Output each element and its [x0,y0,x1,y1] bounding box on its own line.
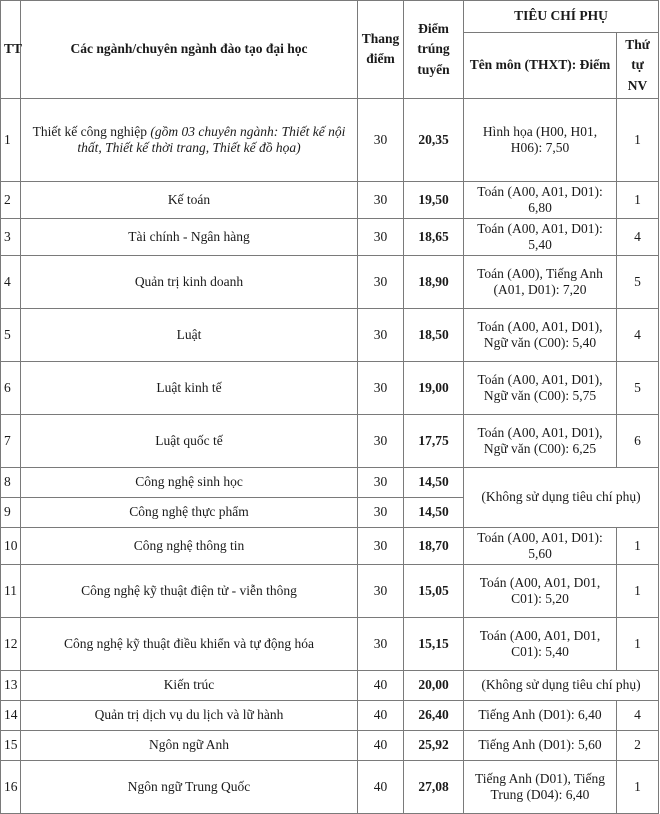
row-scale: 30 [358,527,404,564]
row-major: Quản trị kinh doanh [21,255,358,308]
row-tt: 5 [1,308,21,361]
row-major: Luật [21,308,358,361]
row-major: Luật kinh tế [21,361,358,414]
table-row [1,255,659,308]
row-score: 18,65 [404,218,464,255]
table-row [1,361,659,414]
row-nv: 2 [617,730,659,760]
table-row [1,414,659,467]
row-scale: 30 [358,308,404,361]
header-tt: TT [1,1,21,99]
row-score: 15,15 [404,617,464,670]
row-scale: 30 [358,467,404,497]
row-tt: 7 [1,414,21,467]
row-score: 19,00 [404,361,464,414]
row-tt: 4 [1,255,21,308]
row-score: 15,05 [404,564,464,617]
row-scale: 30 [358,617,404,670]
row-tt: 11 [1,564,21,617]
table-row [1,564,659,617]
row-tt: 2 [1,181,21,218]
header-score: Điểm trúng tuyển [404,1,464,99]
row-score: 14,50 [404,497,464,527]
no-criteria-cell: (Không sử dụng tiêu chí phụ) [464,467,659,527]
row-subject: Toán (A00, A01, D01), Ngữ văn (C00): 5,40 [464,308,617,361]
row-scale: 30 [358,98,404,181]
row-nv: 1 [617,760,659,813]
row-nv: 1 [617,527,659,564]
row-major: Công nghệ kỹ thuật điều khiển và tự động hóa [21,617,358,670]
row-score: 18,70 [404,527,464,564]
header-priority: Thứ tự NV [617,33,659,99]
row-score: 14,50 [404,467,464,497]
row-scale: 30 [358,497,404,527]
row-tt: 3 [1,218,21,255]
major-name: Thiết kế công nghiệp [32,123,151,139]
row-subject: Tiếng Anh (D01), Tiếng Trung (D04): 6,40 [464,760,617,813]
row-tt: 6 [1,361,21,414]
table-row [1,218,659,255]
row-major: Ngôn ngữ Anh [21,730,358,760]
row-scale: 30 [358,255,404,308]
row-subject: Hình họa (H00, H01, H06): 7,50 [464,98,617,181]
row-score: 25,92 [404,730,464,760]
row-score: 26,40 [404,700,464,730]
row-score: 17,75 [404,414,464,467]
row-nv: 5 [617,361,659,414]
row-subject: Toán (A00, A01, D01), Ngữ văn (C00): 6,25 [464,414,617,467]
row-major: Công nghệ thực phẩm [21,497,358,527]
row-tt: 8 [1,467,21,497]
row-tt: 14 [1,700,21,730]
row-scale: 30 [358,361,404,414]
row-major: Quản trị dịch vụ du lịch và lữ hành [21,700,358,730]
row-score: 18,90 [404,255,464,308]
row-major [21,98,358,181]
header-scale: Thang điểm [358,1,404,99]
table-row [1,670,659,700]
row-score: 20,35 [404,98,464,181]
row-subject: Toán (A00, A01, D01): 5,60 [464,527,617,564]
header-subject: Tên môn (THXT): Điểm [464,33,617,99]
row-scale: 40 [358,700,404,730]
table-row [1,181,659,218]
row-nv: 1 [617,98,659,181]
row-nv: 1 [617,181,659,218]
row-major: Tài chính - Ngân hàng [21,218,358,255]
row-tt: 9 [1,497,21,527]
row-scale: 30 [358,414,404,467]
row-score: 27,08 [404,760,464,813]
row-nv: 5 [617,255,659,308]
row-nv: 4 [617,700,659,730]
row-scale: 40 [358,670,404,700]
table-row [1,308,659,361]
table-row [1,617,659,670]
table-row [1,527,659,564]
row-subject: Toán (A00, A01, D01, C01): 5,20 [464,564,617,617]
row-tt: 10 [1,527,21,564]
row-subject: Toán (A00), Tiếng Anh (A01, D01): 7,20 [464,255,617,308]
table-row [1,700,659,730]
table-row [1,467,659,497]
row-nv: 1 [617,564,659,617]
row-major: Công nghệ sinh học [21,467,358,497]
table-row [1,730,659,760]
row-nv: 6 [617,414,659,467]
row-scale: 40 [358,760,404,813]
no-criteria-cell: (Không sử dụng tiêu chí phụ) [464,670,659,700]
row-scale: 30 [358,181,404,218]
row-scale: 40 [358,730,404,760]
row-subject: Toán (A00, A01, D01): 6,80 [464,181,617,218]
row-major: Ngôn ngữ Trung Quốc [21,760,358,813]
row-nv: 4 [617,308,659,361]
row-tt: 15 [1,730,21,760]
row-tt: 1 [1,98,21,181]
row-score: 19,50 [404,181,464,218]
header-criteria: TIÊU CHÍ PHỤ [464,1,659,33]
row-subject: Toán (A00, A01, D01, C01): 5,40 [464,617,617,670]
row-subject: Toán (A00, A01, D01), Ngữ văn (C00): 5,75 [464,361,617,414]
header-majors: Các ngành/chuyên ngành đào tạo đại học [21,1,358,99]
row-scale: 30 [358,218,404,255]
major-note: (gồm 03 chuyên ngành: Thiết kế nội thất, Thiết kế thời trang, Thiết kế đồ họa) [77,123,346,155]
row-score: 18,50 [404,308,464,361]
row-subject: Toán (A00, A01, D01): 5,40 [464,218,617,255]
row-major: Công nghệ thông tin [21,527,358,564]
row-subject: Tiếng Anh (D01): 5,60 [464,730,617,760]
row-major: Luật quốc tế [21,414,358,467]
row-major: Kế toán [21,181,358,218]
row-scale: 30 [358,564,404,617]
row-nv: 1 [617,617,659,670]
row-major: Kiến trúc [21,670,358,700]
table-row [1,760,659,813]
table-row [1,98,659,181]
row-subject: Tiếng Anh (D01): 6,40 [464,700,617,730]
header-row-1 [1,1,659,33]
row-score: 20,00 [404,670,464,700]
row-tt: 13 [1,670,21,700]
row-tt: 16 [1,760,21,813]
row-tt: 12 [1,617,21,670]
row-nv: 4 [617,218,659,255]
row-major: Công nghệ kỹ thuật điện tử - viễn thông [21,564,358,617]
